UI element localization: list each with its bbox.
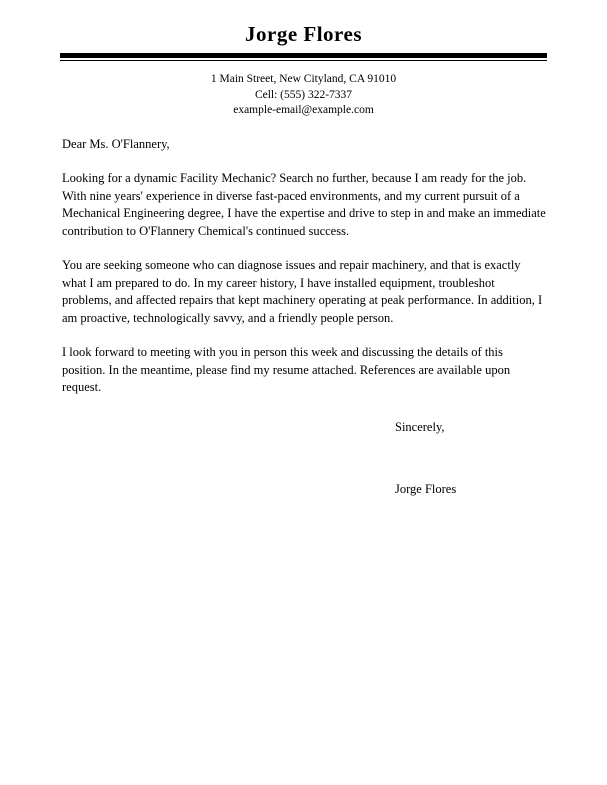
contact-cell: Cell: (555) 322-7337 bbox=[254, 88, 353, 101]
contact-address: 1 Main Street, New Cityland, CA 91010 bbox=[210, 73, 397, 85]
closing: Sincerely, bbox=[395, 419, 445, 434]
salutation: Dear Ms. O'Flannery, bbox=[62, 136, 170, 151]
header-rule bbox=[60, 53, 547, 61]
signature-name: Jorge Flores bbox=[395, 482, 457, 496]
paragraph-3: I look forward to meeting with you in person this week and discussing the details of this position. In the meantime, please find my resume attached. References are available upon request. bbox=[62, 345, 511, 394]
header-rule-thin bbox=[60, 60, 547, 61]
letterhead bbox=[0, 0, 607, 119]
paragraph-2: You are seeking someone who can diagnose issues and repair machinery, and that is exactly what I am prepared to do. In my career history, I have installed equipment, troubleshot problems, and affected repairs that kept machinery operating at peak performance. In addition, I am proactive, technologically savvy, and a friendly people person. bbox=[62, 258, 543, 325]
header-rule-thick bbox=[60, 53, 547, 58]
letter-body bbox=[62, 136, 547, 499]
contact-block bbox=[0, 72, 607, 119]
letterhead-name: Jorge Flores bbox=[245, 22, 362, 46]
contact-email: example-email@example.com bbox=[233, 104, 374, 116]
paragraph-1: Looking for a dynamic Facility Mechanic? Search no further, because I am ready for the job. With nine years' experience in diverse fast-paced environments, and my current pursuit of a Mechanical Engineering degree, I have the expertise and drive to step in and make an immediate contribution to O'Flannery Chemical's continued success. bbox=[62, 171, 546, 238]
